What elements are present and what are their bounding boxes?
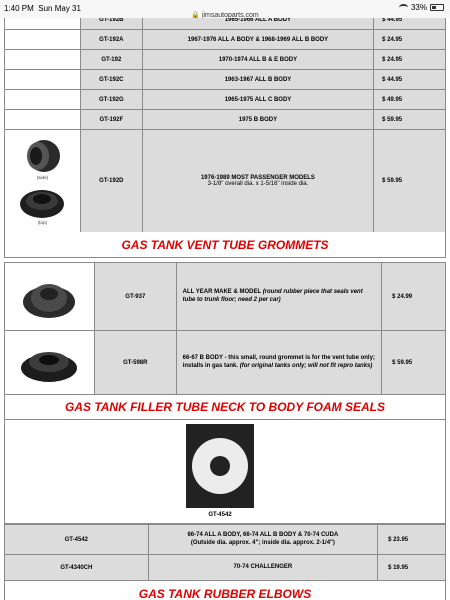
description-note: (round rubber piece that seals vent tube to trunk floor; need 2 per car) [182, 289, 363, 303]
grommet-side-image [22, 137, 62, 175]
vent-grommet-image [20, 272, 78, 322]
description [176, 263, 381, 331]
part-number: GT-937 [94, 263, 176, 331]
price: $ 49.95 [374, 90, 446, 110]
description: 1963-1967 ALL B BODY [142, 70, 373, 90]
grommet-table [4, 18, 446, 233]
part-number: GT-598R [94, 331, 176, 395]
part-number: GT-192A [80, 30, 142, 50]
battery-percent: 33% [410, 3, 427, 12]
part-number: GT-192F [80, 110, 142, 130]
image-cell [5, 50, 81, 70]
table-row [5, 331, 446, 395]
table-row [5, 70, 446, 90]
part-number: GT-192D [80, 130, 142, 233]
table-row [5, 130, 446, 233]
description-line1: 1976-1989 MOST PASSENGER MODELS [200, 175, 315, 181]
caption-side: (side) [36, 175, 49, 180]
description-line2: 3-1/8" overall dia. x 1-5/16" inside dia. [207, 181, 309, 187]
page-content [0, 18, 450, 600]
status-time: 1:40 PM [4, 4, 34, 13]
foam-seal-image [186, 424, 254, 508]
caption-top: (top) [37, 220, 48, 225]
image-cell [5, 110, 81, 130]
lock-icon: 🔒 [191, 12, 200, 19]
table-row [5, 555, 446, 581]
battery-icon [430, 4, 444, 11]
price: $ 24.99 [382, 263, 446, 331]
price: $ 19.95 [378, 555, 446, 581]
table-row [5, 90, 446, 110]
image-cell [5, 331, 95, 395]
part-number: GT-192 [80, 50, 142, 70]
price: $ 59.95 [374, 130, 446, 233]
status-bar [0, 0, 450, 18]
description: 1965-1966 ALL A BODY [142, 18, 373, 30]
foam-seal-table [4, 524, 446, 581]
description: 1970-1974 ALL B & E BODY [142, 50, 373, 70]
part-number: GT-192C [80, 70, 142, 90]
vent-grommet-table [4, 262, 446, 395]
table-row [5, 50, 446, 70]
table-row [5, 263, 446, 331]
price: $ 44.95 [374, 18, 446, 30]
description-line2: (Outside dia. approx. 4"; inside dia. approx. 2-1/4") [190, 539, 335, 546]
image-cell [5, 130, 81, 233]
section-heading-filler: GAS TANK FILLER TUBE NECK TO BODY FOAM SEALS [4, 394, 446, 420]
section-heading-elbows: GAS TANK RUBBER ELBOWS [4, 581, 446, 600]
description-note: (for original tanks only; will not fit repro tanks) [239, 362, 373, 369]
table-row [5, 525, 446, 555]
foam-seal-label: GT-4542 [208, 512, 232, 518]
part-number: GT-4542 [5, 525, 149, 555]
price: $ 59.95 [374, 110, 446, 130]
price: $ 24.95 [374, 50, 446, 70]
table-row [5, 30, 446, 50]
description-line1: 70-74 CHALLENGER [233, 563, 293, 570]
status-date: Sun May 31 [38, 4, 81, 13]
table-row [5, 110, 446, 130]
image-cell [5, 90, 81, 110]
description [148, 525, 377, 555]
small-grommet-image [18, 340, 80, 386]
description-line1: 66-74 ALL A BODY, 66-74 ALL B BODY & 70-74 CUDA [187, 532, 339, 538]
foam-seal-image-block [4, 420, 446, 524]
wifi-icon [399, 4, 408, 11]
description: 1967-1976 ALL A BODY & 1968-1969 ALL B BODY [142, 30, 373, 50]
description [176, 331, 381, 395]
description: 1965-1975 ALL C BODY [142, 90, 373, 110]
status-right [399, 3, 444, 12]
description: 1975 B BODY [142, 110, 373, 130]
url-text: jimsautoparts.com [201, 12, 259, 19]
description [148, 555, 377, 581]
image-cell [5, 263, 95, 331]
section-heading-vent: GAS TANK VENT TUBE GROMMETS [4, 232, 446, 258]
price: $ 44.95 [374, 70, 446, 90]
price: $ 23.95 [378, 525, 446, 555]
image-cell [5, 30, 81, 50]
description-main: ALL YEAR MAKE & MODEL [182, 289, 263, 295]
grommet-top-image [18, 184, 66, 220]
part-number: GT-192G [80, 90, 142, 110]
part-number: GT-192B [80, 18, 142, 30]
foam-ring-shape [192, 438, 248, 494]
part-number: GT-4340CH [5, 555, 149, 581]
table-row [5, 18, 446, 30]
price: $ 24.95 [374, 30, 446, 50]
image-cell [5, 70, 81, 90]
price: $ 59.95 [382, 331, 446, 395]
description-main: 66-67 B BODY - this small, round grommet is for the vent tube only; installs in gas tank. [182, 355, 375, 369]
description [142, 130, 373, 233]
image-cell [5, 18, 81, 30]
